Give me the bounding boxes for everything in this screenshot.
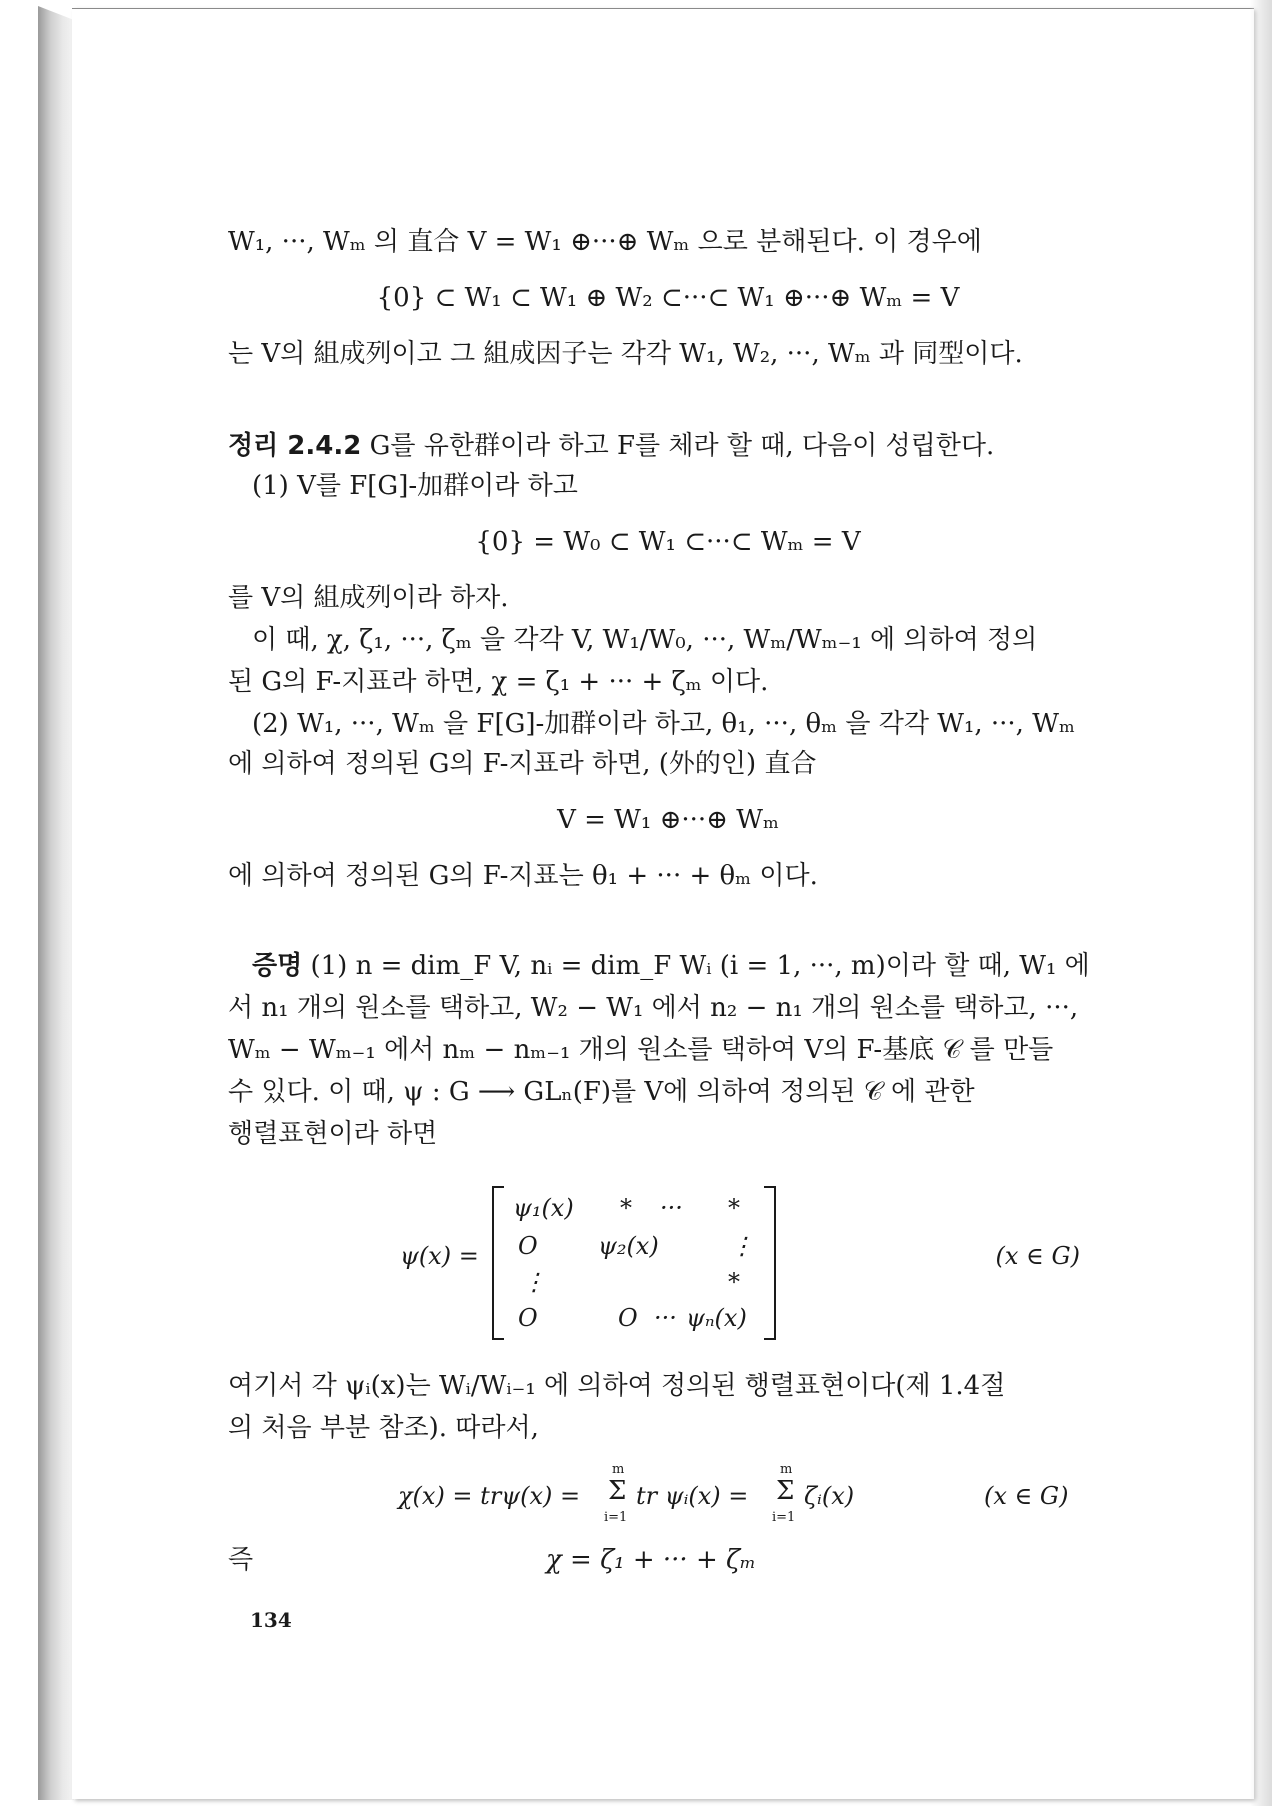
matrix-bracket-right [764, 1186, 776, 1340]
theorem-part-1-line4: 된 G의 F-지표라 하면, χ = ζ₁ + ··· + ζₘ 이다. [228, 667, 769, 697]
page-edge-shadow [1250, 0, 1272, 1806]
sum2-lower-limit: i=1 [772, 1510, 796, 1525]
matrix-cell-r1c4: * [728, 1194, 740, 1222]
sum2-upper-limit: m [780, 1462, 793, 1477]
matrix-equation [228, 1178, 1108, 1346]
after-matrix-line-1: 여기서 각 ψᵢ(x)는 Wᵢ/Wᵢ₋₁ 에 의하여 정의된 행렬표현이다(제 1.4절 [228, 1371, 1006, 1401]
matrix-cell-r2c4: ⋮ [730, 1232, 754, 1260]
sum1-sigma: Σ [608, 1476, 627, 1506]
matrix-cell-r1c1: ψ₁(x) [513, 1194, 574, 1222]
equation-series-w: {0} = W₀ ⊂ W₁ ⊂···⊂ Wₘ = V [475, 527, 861, 557]
matrix-cell-r4c2: O [618, 1304, 638, 1332]
sum-mid: tr ψᵢ(x) = [636, 1482, 749, 1510]
matrix-condition: (x ∈ G) [995, 1242, 1080, 1270]
matrix-cell-r4c4: ψₙ(x) [686, 1304, 747, 1332]
page-number: 134 [250, 1608, 292, 1632]
equation-direct-sum: V = W₁ ⊕···⊕ Wₘ [557, 805, 779, 835]
matrix-cell-r3c4: * [728, 1268, 740, 1296]
theorem-text: G를 유한群이라 하고 F를 체라 할 때, 다음이 성립한다. [361, 431, 995, 461]
sum1-lower-limit: i=1 [604, 1510, 628, 1525]
theorem-part-1-line3: 이 때, χ, ζ₁, ···, ζₘ 을 각각 V, W₁/W₀, ···, Wₘ/Wₘ₋₁ 에 의하여 정의 [252, 625, 1038, 655]
proof-line-3: Wₘ − Wₘ₋₁ 에서 nₘ − nₘ₋₁ 개의 원소를 택하여 V의 F-基底 𝒞 를 만들 [228, 1035, 1054, 1065]
proof-line-2: 서 n₁ 개의 원소를 택하고, W₂ − W₁ 에서 n₂ − n₁ 개의 원소를 택하고, ···, [228, 993, 1079, 1023]
theorem-part-2-line2: 에 의하여 정의된 G의 F-지표라 하면, (外的인) 直合 [228, 749, 817, 779]
proof-line-4: 수 있다. 이 때, ψ : G ⟶ GLₙ(F)를 V에 의하여 정의된 𝒞 에 관한 [228, 1077, 975, 1107]
after-matrix-line-2: 의 처음 부분 참조). 따라서, [228, 1413, 539, 1443]
sum-condition: (x ∈ G) [984, 1482, 1069, 1510]
matrix-cell-r1c2: * [620, 1194, 632, 1222]
sum-rhs: ζᵢ(x) [804, 1482, 855, 1510]
matrix-cell-r2c2: ψ₂(x) [598, 1232, 659, 1260]
proof-label: 증명 [252, 951, 303, 981]
proof-text-1: (1) n = dim_F V, nᵢ = dim_F Wᵢ (i = 1, ···, m)이라 할 때, W₁ 에 [302, 951, 1090, 981]
text-line-1: W₁, ···, Wₘ 의 直合 V = W₁ ⊕···⊕ Wₘ 으로 분해된다. 이 경우에 [228, 227, 982, 257]
text-line-2: 는 V의 組成列이고 그 組成因子는 각각 W₁, W₂, ···, Wₘ 과 同型이다. [228, 339, 1023, 369]
theorem-label: 정리 2.4.2 [228, 431, 362, 461]
proof-line-1 [228, 946, 1132, 986]
matrix-cell-r2c1: O [518, 1232, 538, 1260]
matrix-cell-r4c3: ··· [654, 1304, 677, 1332]
jeuk-word: 즉 [228, 1545, 254, 1575]
theorem-part-1-line2: 를 V의 組成列이라 하자. [228, 583, 509, 613]
matrix-cell-r4c1: O [518, 1304, 538, 1332]
theorem-part-1: (1) V를 F[G]-加群이라 하고 [252, 471, 578, 501]
matrix-cell-r1c3: ··· [660, 1194, 683, 1222]
book-spine [38, 6, 74, 1800]
trace-sum-equation [228, 1462, 1108, 1532]
theorem-statement [228, 426, 1108, 466]
theorem-part-2: (2) W₁, ···, Wₘ 을 F[G]-加群이라 하고, θ₁, ···, θₘ 을 각각 W₁, ···, Wₘ [252, 709, 1075, 739]
matrix-bracket-left [492, 1186, 504, 1340]
theorem-part-2-line3: 에 의하여 정의된 G의 F-지표는 θ₁ + ··· + θₘ 이다. [228, 861, 818, 891]
final-equation: χ = ζ₁ + ··· + ζₘ [546, 1545, 757, 1575]
matrix-cell-r3c1: ⋮ [522, 1268, 546, 1296]
sum1-upper-limit: m [612, 1462, 625, 1477]
final-equation-line [228, 1540, 1108, 1580]
proof-line-5: 행렬표현이라 하면 [228, 1119, 438, 1149]
equation-composition-series: {0} ⊂ W₁ ⊂ W₁ ⊕ W₂ ⊂···⊂ W₁ ⊕···⊕ Wₘ = V [376, 283, 960, 313]
sum-lhs: χ(x) = trψ(x) = [398, 1482, 581, 1510]
sum2-sigma: Σ [776, 1476, 795, 1506]
matrix-lhs: ψ(x) = [400, 1242, 479, 1270]
